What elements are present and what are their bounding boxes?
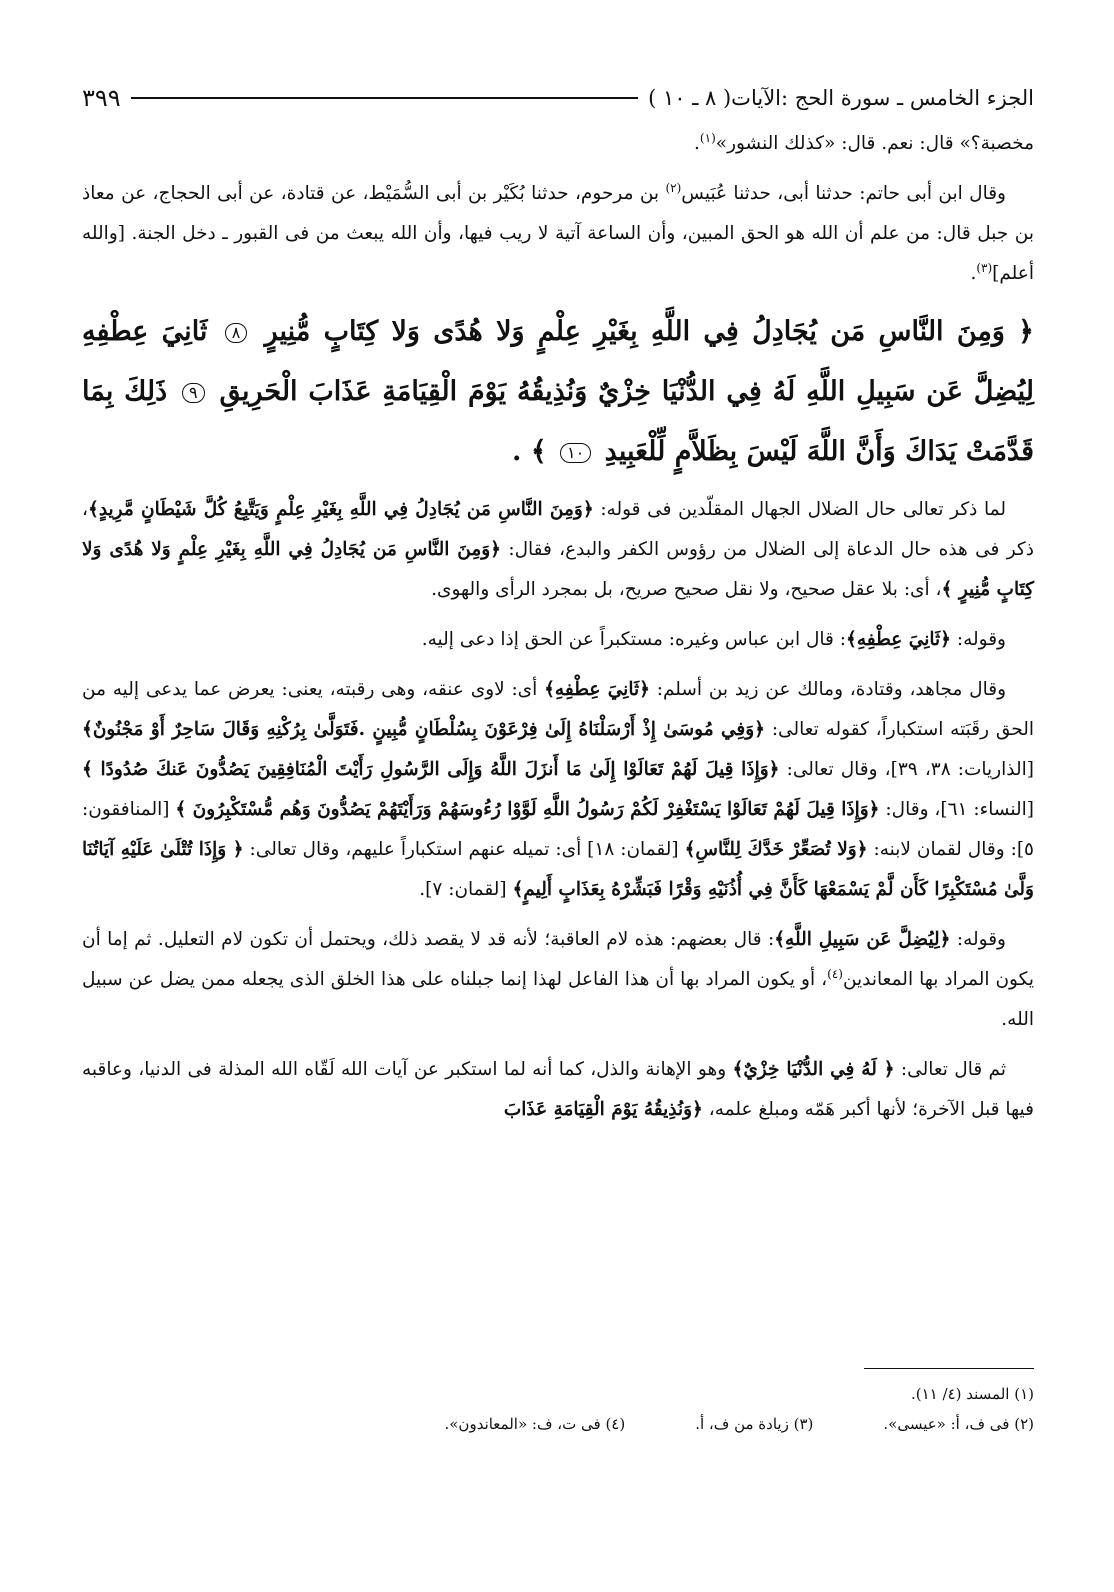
footnote-line-1: [82, 1379, 1034, 1409]
footnote-line-2: [82, 1409, 1034, 1439]
page-number: ٣٩٩: [82, 84, 121, 112]
paragraph-6: وقوله: ﴿لِيُضِلَّ عَن سَبِيلِ اللَّهِ﴾: قال بعضهم: هذه لام العاقبة؛ لأنه قد لا يقصد ذلك، ويحتمل أن تكون لام التعليل. ثم إما أن يكون المراد بها المعاندين$^{(٤)}$، أو يكون المراد بها أن هذا الفاعل لهذا إنما جبلناه على هذا الخلق الذى يجعله ممن يضل عن سبيل الله.: [82, 929, 1034, 1030]
paragraph-1: مخصبة؟» قال: نعم. قال: «كذلك النشور»$^{(١)}$.: [694, 130, 1034, 154]
header-rule: [131, 97, 638, 99]
paragraph-2: وقال ابن أبى حاتم: حدثنا أبى، حدثنا عُبَيس$^{(٢)}$ بن مرحوم، حدثنا بُكَيْر بن أبى السُّمَيْط، عن قتادة، عن أبى الحجاج، عن معاذ بن جبل قال: من علم أن الله هو الحق المبين، وأن الساعة آتية لا ريب فيها، وأن الله يبعث من فى القبور ـ دخل الجنة. [والله أعلم]$^{(٣)}$.: [82, 180, 1034, 284]
quote: ﴿وَمِنَ النَّاسِ مَن يُجَادِلُ فِي اللَّهِ بِغَيْرِ عِلْمٍ وَيَتَّبِعُ كُلَّ شَيْطَانٍ مَّرِيدٍ﴾: [87, 499, 594, 520]
footnotes: [82, 1368, 1034, 1439]
footnote-ref-4: (٤): [827, 966, 843, 981]
quote: ﴿ثَانِيَ عِطْفِهِ﴾: [544, 679, 650, 700]
verse-number-8: ٨: [225, 323, 248, 343]
quote: ﴿ لَهُ فِي الدُّنْيَا خِزْيٌ﴾: [732, 1059, 895, 1080]
footnote-ref-3: (٣): [976, 260, 993, 275]
footnote-rule: [864, 1368, 1034, 1369]
running-header: [82, 80, 1034, 116]
verse-number-9: ٩: [182, 383, 205, 403]
quote: ﴿وَفِي مُوسَىٰ إِذْ أَرْسَلْنَاهُ إِلَىٰ فِرْعَوْنَ بِسُلْطَانٍ مُّبِينٍ .فَتَوَلَّىٰ بِرُكْنِهِ وَقَالَ سَاحِرٌ أَوْ مَجْنُونٌ﴾: [82, 719, 766, 740]
quran-verse-block: ﴿ وَمِنَ النَّاسِ مَن يُجَادِلُ فِي اللَّهِ بِغَيْرِ عِلْمٍ وَلا هُدًى وَلا كِتَابٍ مُّنِيرٍ ٨ ثَانِيَ عِطْفِهِ لِيُضِلَّ عَن سَبِيلِ اللَّهِ لَهُ فِي الدُّنْيَا خِزْيٌ وَنُذِيقُهُ يَوْمَ الْقِيَامَةِ عَذَابَ الْحَرِيقِ ٩ ذَلِكَ بِمَا قَدَّمَتْ يَدَاكَ وَأَنَّ اللَّهَ لَيْسَ بِظَلاَّمٍ لِّلْعَبِيدِ ١٠ ﴾ .: [82, 316, 1035, 467]
footnote-1: (١) المسند (٤/ ١١).: [911, 1385, 1034, 1403]
footnote-3: (٣) زيادة من ف، أ.: [695, 1415, 814, 1433]
paragraph-3: لما ذكر تعالى حال الضلال الجهال المقلّدين فى قوله: ﴿وَمِنَ النَّاسِ مَن يُجَادِلُ فِي اللَّهِ بِغَيْرِ عِلْمٍ وَيَتَّبِعُ كُلَّ شَيْطَانٍ مَّرِيدٍ﴾، ذكر فى هذه حال الدعاة إلى الضلال من رؤوس الكفر والبدع، فقال: ﴿وَمِنَ النَّاسِ مَن يُجَادِلُ فِي اللَّهِ بِغَيْرِ عِلْمٍ وَلا هُدًى وَلا كِتَابٍ مُّنِيرٍ ﴾، أى: بلا عقل صحيح، ولا نقل صحيح صريح، بل بمجرد الرأى والهوى.: [82, 499, 1034, 600]
header-title: الجزء الخامس ـ سورة الحج :الآيات( ٨ ـ ١٠ ): [648, 86, 1034, 110]
paragraph-4: وقوله: ﴿ثَانِيَ عِطْفِهِ﴾: قال ابن عباس وغيره: مستكبراً عن الحق إذا دعى إليه.: [421, 629, 1006, 650]
quote: ﴿وَإِذَا قِيلَ لَهُمْ تَعَالَوْا إِلَىٰ مَا أَنزَلَ اللَّهُ وَإِلَى الرَّسُولِ رَأَيْتَ الْمُنَافِقِينَ يَصُدُّونَ عَنكَ صُدُودًا ﴾: [82, 759, 780, 780]
paragraph-7: ثم قال تعالى: ﴿ لَهُ فِي الدُّنْيَا خِزْيٌ﴾ وهو الإهانة والذل، كما أنه لما استكبر عن آيات الله لَقّاه الله المذلة فى الدنيا، وعاقبه فيها قبل الآخرة؛ لأنها أكبر هَمّه ومبلغ علمه، ﴿وَنُذِيقُهُ يَوْمَ الْقِيَامَةِ عَذَابَ: [82, 1059, 1034, 1120]
footnote-ref-1: (١): [699, 130, 716, 145]
footnote-4: (٤) فى ت، ف: «المعاندون».: [444, 1415, 626, 1433]
footnote-2: (٢) فى ف، أ: «عيسى».: [883, 1415, 1034, 1433]
quote: ﴿وَإِذَا قِيلَ لَهُمْ تَعَالَوْا يَسْتَغْفِرْ لَكُمْ رَسُولُ اللَّهِ لَوَّوْا رُءُوسَهُمْ وَرَأَيْتَهُمْ يَصُدُّونَ وَهُم مُّسْتَكْبِرُونَ ﴾: [175, 799, 880, 820]
quote: ﴿وَمِنَ النَّاسِ مَن يُجَادِلُ فِي اللَّهِ بِغَيْرِ عِلْمٍ وَلا هُدًى وَلا كِتَابٍ مُّنِيرٍ ﴾: [82, 539, 1034, 600]
quote: ﴿وَنُذِيقُهُ يَوْمَ الْقِيَامَةِ عَذَابَ: [503, 1099, 703, 1120]
paragraph-5: وقال مجاهد، وقتادة، ومالك عن زيد بن أسلم: ﴿ثَانِيَ عِطْفِهِ﴾ أى: لاوى عنقه، وهى رقبته، يعنى: يعرض عما يدعى إليه من الحق رقَبَته استكباراً، كقوله تعالى: ﴿وَفِي مُوسَىٰ إِذْ أَرْسَلْنَاهُ إِلَىٰ فِرْعَوْنَ بِسُلْطَانٍ مُّبِينٍ .فَتَوَلَّىٰ بِرُكْنِهِ وَقَالَ سَاحِرٌ أَوْ مَجْنُونٌ﴾ [الذاريات: ٣٨، ٣٩]، وقال تعالى: ﴿وَإِذَا قِيلَ لَهُمْ تَعَالَوْا إِلَىٰ مَا أَنزَلَ اللَّهُ وَإِلَى الرَّسُولِ رَأَيْتَ الْمُنَافِقِينَ يَصُدُّونَ عَنكَ صُدُودًا ﴾ [النساء: ٦١]، وقال: ﴿وَإِذَا قِيلَ لَهُمْ تَعَالَوْا يَسْتَغْفِرْ لَكُمْ رَسُولُ اللَّهِ لَوَّوْا رُءُوسَهُمْ وَرَأَيْتَهُمْ يَصُدُّونَ وَهُم مُّسْتَكْبِرُونَ ﴾ [المنافقون: ٥]: وقال لقمان لابنه: ﴿وَلا تُصَعِّرْ خَدَّكَ لِلنَّاسِ﴾ [لقمان: ١٨] أى: تميله عنهم استكباراً عليهم، وقال تعالى: ﴿ وَإِذَا تُتْلَىٰ عَلَيْهِ آيَاتُنَا وَلَّىٰ مُسْتَكْبِرًا كَأَن لَّمْ يَسْمَعْهَا كَأَنَّ فِي أُذُنَيْهِ وَقْرًا فَبَشِّرْهُ بِعَذَابٍ أَلِيمٍ﴾ [لقمان: ٧].: [82, 679, 1034, 900]
main-text: [82, 124, 1034, 1130]
quote: ﴿ثَانِيَ عِطْفِهِ﴾: [846, 629, 951, 650]
quote: ﴿وَلا تُصَعِّرْ خَدَّكَ لِلنَّاسِ﴾: [684, 839, 868, 860]
quote: ﴿ وَإِذَا تُتْلَىٰ عَلَيْهِ آيَاتُنَا وَلَّىٰ مُسْتَكْبِرًا كَأَن لَّمْ يَسْمَعْهَا كَأَنَّ فِي أُذُنَيْهِ وَقْرًا فَبَشِّرْهُ بِعَذَابٍ أَلِيمٍ﴾: [82, 839, 1034, 900]
quote: ﴿لِيُضِلَّ عَن سَبِيلِ اللَّهِ﴾: [774, 929, 951, 950]
footnote-ref-2: (٢): [665, 180, 682, 195]
verse-number-10: ١٠: [560, 443, 591, 463]
